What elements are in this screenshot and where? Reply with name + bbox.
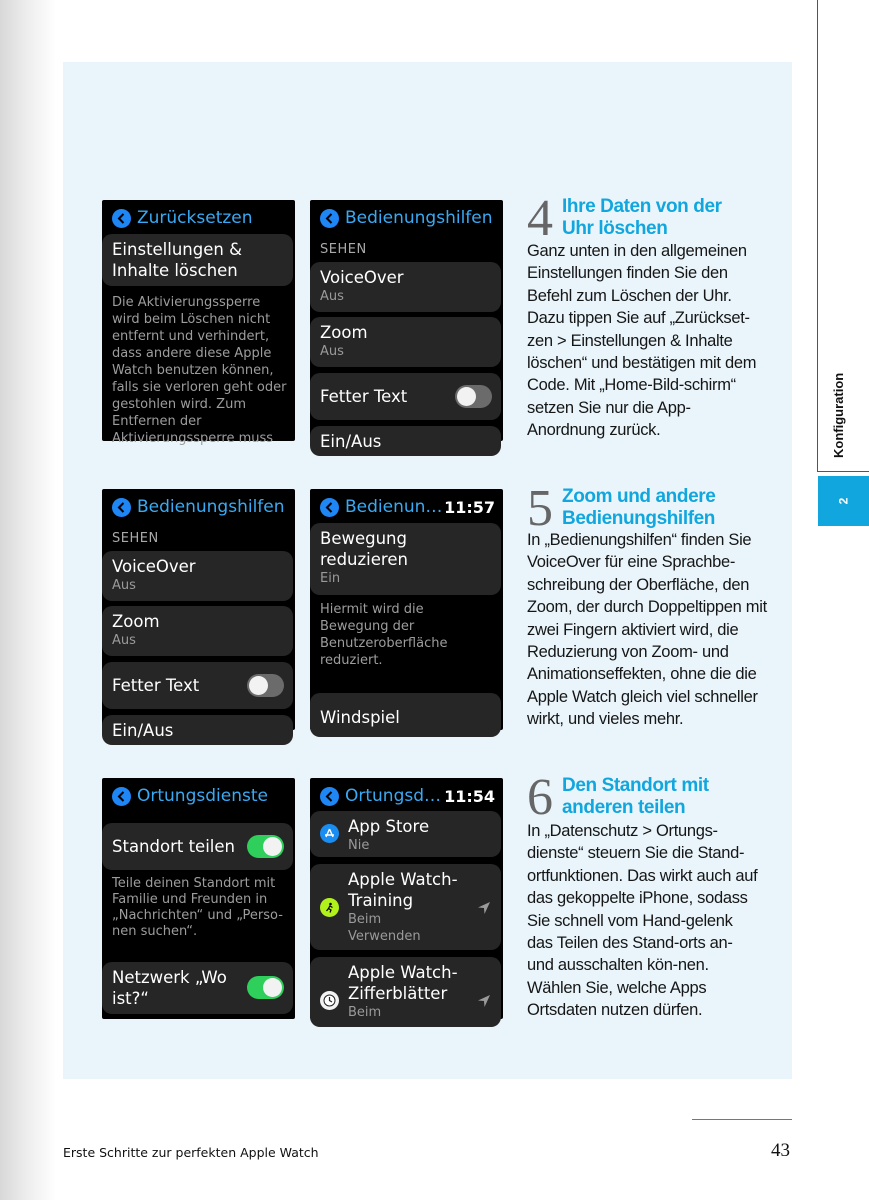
chapter-number: 2 (836, 497, 851, 505)
share-location-cell (102, 823, 293, 870)
bold-text-cell (310, 373, 501, 420)
app-name: Apple Watch-Training (348, 870, 458, 910)
watch-header (112, 785, 287, 807)
step-number: 5 (527, 480, 553, 537)
location-arrow-icon (477, 901, 491, 915)
app-row-watch-faces[interactable] (310, 957, 501, 1027)
bold-text-cell (102, 662, 293, 709)
page-gutter-shadow (0, 0, 56, 1200)
zoom-state: Aus (320, 344, 344, 359)
chimes-label: Windspiel (320, 708, 400, 727)
workout-icon (320, 898, 339, 917)
watchface-icon (320, 991, 339, 1010)
watch-title: Zurücksetzen (137, 208, 253, 228)
app-location-permission: Beim Verwenden (348, 912, 421, 944)
watch-header (112, 207, 287, 229)
voiceover-label: VoiceOver (320, 268, 404, 287)
zoom-cell[interactable] (310, 317, 501, 367)
back-chevron-icon[interactable] (320, 209, 339, 228)
running-footer-title: Erste Schritte zur perfekten Apple Watch (63, 1145, 319, 1160)
watch-title: Bedienungshilfen (345, 208, 493, 228)
chapter-number-tab (818, 476, 869, 526)
screenshot-location-apps (310, 778, 503, 1019)
section-label-seeing: SEHEN (320, 242, 367, 257)
share-location-note: Teile deinen Standort mit Familie und Freunden in „Nachrichten“ und „Perso-nen suchen“. (112, 876, 283, 939)
zoom-label: Zoom (320, 323, 368, 342)
zoom-state: Aus (112, 633, 136, 648)
voiceover-cell[interactable] (310, 262, 501, 312)
bold-text-toggle[interactable] (247, 674, 284, 697)
screenshot-accessibility-2 (102, 489, 295, 740)
erase-all-label: Einstellungen & Inhalte löschen (112, 240, 242, 280)
reduce-motion-state: Ein (320, 571, 341, 586)
zoom-cell[interactable] (102, 606, 293, 656)
reduce-motion-note: Hiermit wird die Bewegung der Benutzeroberfläche reduziert. (320, 602, 448, 668)
on-off-label: Ein/Aus (320, 432, 382, 451)
erase-all-cell[interactable] (102, 234, 293, 286)
step-number: 6 (527, 769, 553, 826)
app-location-permission: Beim (348, 1005, 382, 1020)
find-my-network-cell (102, 962, 293, 1014)
voiceover-state: Aus (320, 289, 344, 304)
screenshot-reset (102, 200, 295, 446)
screenshot-location-services (102, 778, 295, 1019)
step-heading: Den Standort mit anderen teilen (562, 775, 709, 818)
step-heading: Ihre Daten von der Uhr löschen (562, 196, 722, 239)
step-body: In „Datenschutz > Ortungs-dienste“ steuern Sie die Stand-ortfunktionen. Das wirkt auch auf das gekoppelte iPhone, sodass Sie schnell vom Hand-gelenk das Teilen des Stand-orts an- und ausschalten kön-nen. Wählen Sie, welche Apps Ortsdaten nutzen dürfen. (527, 822, 758, 1020)
chimes-cell[interactable] (310, 693, 501, 737)
watch-title: Ortungsd… (345, 786, 442, 806)
watch-clock: 11:54 (444, 786, 495, 806)
app-store-icon (320, 824, 339, 843)
zoom-label: Zoom (112, 612, 160, 631)
activation-lock-note: Die Aktivierungssperre wird beim Löschen nicht entfernt und verhindert, dass andere diese Apple Watch benutzen können, falls sie verloren geht oder gestohlen wird. Zum Entfernen der Aktivierungssperre muss (112, 295, 287, 446)
on-off-labels-cell[interactable] (310, 426, 501, 456)
app-location-permission: Nie (348, 838, 370, 853)
on-off-label: Ein/Aus (112, 721, 174, 740)
bold-text-label: Fetter Text (112, 676, 200, 695)
step-body: Ganz unten in den allgemeinen Einstellungen finden Sie den Befehl zum Löschen der Uhr. Dazu tippen Sie auf „Zurückset-zen > Einstellungen & Inhalte löschen“ und bestätigen mit dem Code. Mit „Home-Bild-schirm“ setzen Sie nur die App-Anordnung zurück. (527, 242, 757, 440)
watch-header (320, 496, 495, 518)
section-label-seeing: SEHEN (112, 531, 159, 546)
page-number: 43 (771, 1140, 790, 1161)
location-arrow-icon (477, 994, 491, 1008)
share-location-label: Standort teilen (112, 837, 235, 856)
back-chevron-icon[interactable] (320, 787, 339, 806)
find-my-network-toggle[interactable] (247, 976, 284, 999)
watch-title: Bedienungshilfen (137, 497, 285, 517)
chapter-label: Konfiguration (831, 372, 846, 458)
app-row-workout[interactable] (310, 864, 501, 950)
voiceover-label: VoiceOver (112, 557, 196, 576)
back-chevron-icon[interactable] (112, 498, 131, 517)
voiceover-cell[interactable] (102, 551, 293, 601)
app-name: App Store (348, 817, 430, 836)
reduce-motion-label: Bewegung reduzieren (320, 529, 408, 569)
share-location-toggle[interactable] (247, 835, 284, 858)
screenshot-reduce-motion (310, 489, 503, 730)
watch-title: Bedienun… (345, 497, 443, 517)
app-row-app-store[interactable] (310, 811, 501, 857)
on-off-labels-cell[interactable] (102, 715, 293, 745)
voiceover-state: Aus (112, 578, 136, 593)
app-name: Apple Watch-Zifferblätter (348, 963, 458, 1003)
back-chevron-icon[interactable] (112, 209, 131, 228)
watch-clock: 11:57 (444, 497, 495, 517)
find-my-network-label: Netzwerk „Wo ist?“ (112, 968, 227, 1008)
watch-header (112, 496, 287, 518)
step-number: 4 (527, 190, 553, 247)
bold-text-label: Fetter Text (320, 387, 408, 406)
screenshot-accessibility (310, 200, 503, 451)
watch-header (320, 785, 495, 807)
watch-header (320, 207, 495, 229)
step-heading: Zoom und andere Bedienungshilfen (562, 486, 716, 529)
step-body: In „Bedienungshilfen“ finden Sie VoiceOver für eine Sprachbe-schreibung der Oberfläche, den Zoom, der durch Doppeltippen mit zwei Fingern aktiviert wird, die Reduzierung von Zoom- und Animationseffekten, ohne die die Apple Watch gleich viel schneller wirkt, und vieles mehr. (527, 531, 767, 729)
bold-text-toggle[interactable] (455, 385, 492, 408)
reduce-motion-cell[interactable] (310, 523, 501, 595)
footer-rule (692, 1119, 792, 1120)
watch-title: Ortungsdienste (137, 786, 268, 806)
back-chevron-icon[interactable] (112, 787, 131, 806)
chapter-tab (817, 0, 869, 472)
back-chevron-icon[interactable] (320, 498, 339, 517)
